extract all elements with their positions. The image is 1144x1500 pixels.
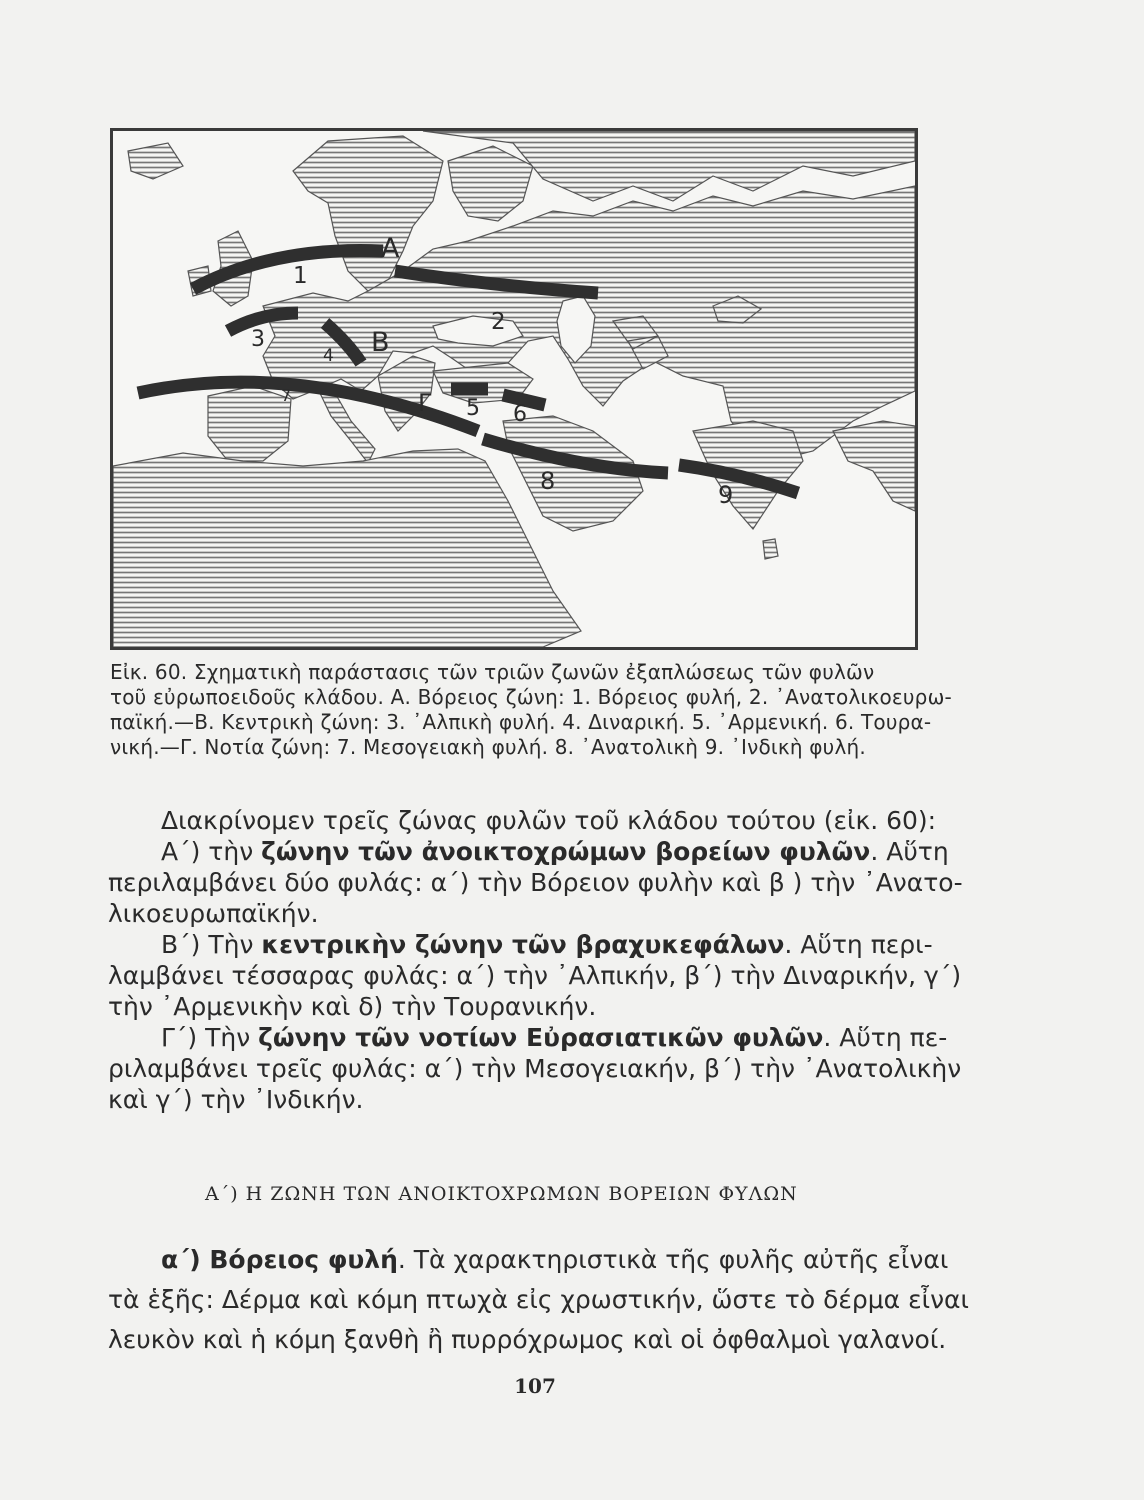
- label-6: 6: [513, 402, 527, 427]
- label-8: 8: [540, 467, 556, 495]
- caption-line: παϊκή.—Β. Κεντρικὴ ζώνη: 3. ᾿Αλπικὴ φυλή. 4. Διναρική. 5. ᾿Αρμενική. 6. Τουρα-: [110, 710, 932, 734]
- text: Β΄) Τὴν: [161, 930, 262, 959]
- text: Γ΄) Τὴν: [161, 1023, 259, 1052]
- label-1: 1: [293, 263, 308, 289]
- land-africa: [113, 449, 581, 647]
- label-zone-b: Β: [371, 327, 390, 358]
- text: . Αὕτη περι-: [784, 930, 933, 959]
- label-9: 9: [718, 481, 734, 509]
- zone-a-line: περιλαμβάνει δύο φυλάς: α΄) τὴν Βόρειον φυλὴν καὶ β ) τὴν ᾿Ανατο-: [108, 868, 963, 897]
- label-zone-g: Γ: [418, 389, 432, 417]
- map-svg: [113, 131, 915, 647]
- paragraph-line: [108, 1240, 949, 1280]
- land-iberia: [208, 386, 291, 461]
- page-number: 107: [514, 1374, 556, 1398]
- intro-line: Διακρίνομεν τρεῖς ζώνας φυλῶν τοῦ κλάδου τούτου (εἰκ. 60):: [161, 806, 937, 835]
- caption-line: νική.—Γ. Νοτία ζώνη: 7. Μεσογειακὴ φυλή. 8. ᾿Ανατολικὴ 9. ᾿Ινδικὴ φυλή.: [110, 735, 866, 759]
- land-finland: [448, 146, 533, 221]
- paragraph-line: λευκὸν καὶ ἡ κόμη ξανθὴ ἢ πυρρόχρωμος καὶ οἱ ὀφθαλμοὶ γαλανοί.: [108, 1325, 947, 1354]
- land-srilanka: [763, 539, 778, 559]
- label-5: 5: [466, 396, 480, 421]
- map-figure: [110, 128, 918, 650]
- label-zone-a: Α: [381, 233, 400, 264]
- text: . Αὕτη: [870, 837, 949, 866]
- land-se-asia: [833, 421, 915, 511]
- northern-race-title: α΄) Βόρειος φυλή: [161, 1245, 398, 1274]
- zone-b-line: τὴν ᾿Αρμενικὴν καὶ δ) τὴν Τουρανικήν.: [108, 992, 597, 1021]
- land-masses: [113, 131, 915, 647]
- zones-overview: [108, 805, 963, 1115]
- section-heading: Α΄) Η ΖΩΝΗ ΤΩΝ ΑΝΟΙΚΤΟΧΡΩΜΩΝ ΒΟΡΕΙΩΝ ΦΥΛΩΝ: [205, 1183, 798, 1205]
- zone-a-line: λικοευρωπαϊκήν.: [108, 899, 319, 928]
- label-3: 3: [251, 327, 265, 352]
- caption-line: τοῦ εὐρωποειδοῦς κλάδου. Α. Βόρειος ζώνη: 1. Βόρειος φυλή, 2. ᾿Ανατολικοευρω-: [110, 685, 952, 709]
- text: . Τὰ χαρακτηριστικὰ τῆς φυλῆς αὐτῆς εἶναι: [397, 1245, 949, 1274]
- zone-g-line: [108, 1022, 948, 1053]
- zone-b-line: [108, 929, 944, 960]
- zone-a-title: ζώνην τῶν ἀνοικτοχρώμων βορείων φυλῶν: [261, 837, 871, 866]
- zone-a-line: [108, 836, 949, 867]
- zone-g-line: καὶ γ΄) τὴν ᾿Ινδικήν.: [108, 1085, 364, 1114]
- land-iceland: [128, 143, 183, 179]
- paragraph-line: τὰ ἑξῆς: Δέρμα καὶ κόμη πτωχὰ εἰς χρωστικήν, ὥστε τὸ δέρμα εἶναι: [108, 1285, 969, 1314]
- zone-b-title: κεντρικὴν ζώνην τῶν βραχυκεφάλων: [261, 930, 785, 959]
- zone-g-title: ζώνην τῶν νοτίων Εὐρασιατικῶν φυλῶν: [258, 1023, 824, 1052]
- label-4: 4: [323, 346, 334, 366]
- label-7: 7: [281, 386, 292, 405]
- text: . Αὕτη πε-: [823, 1023, 948, 1052]
- figure-caption: [110, 660, 952, 760]
- zone-g-line: ριλαμβάνει τρεῖς φυλάς: α΄) τὴν Μεσογειακήν, β΄) τὴν ᾿Ανατολικὴν: [108, 1054, 962, 1083]
- caption-line: Εἰκ. 60. Σχηματικὴ παράστασις τῶν τριῶν ζωνῶν ἐξαπλώσεως τῶν φυλῶν: [110, 660, 875, 684]
- text: Α΄) τὴν: [161, 837, 262, 866]
- zone-b-line: λαμβάνει τέσσαρας φυλάς: α΄) τὴν ᾿Αλπικήν, β΄) τὴν Διναρικήν, γ΄): [108, 961, 962, 990]
- label-2: 2: [491, 309, 506, 335]
- northern-race-paragraph: [108, 1240, 969, 1360]
